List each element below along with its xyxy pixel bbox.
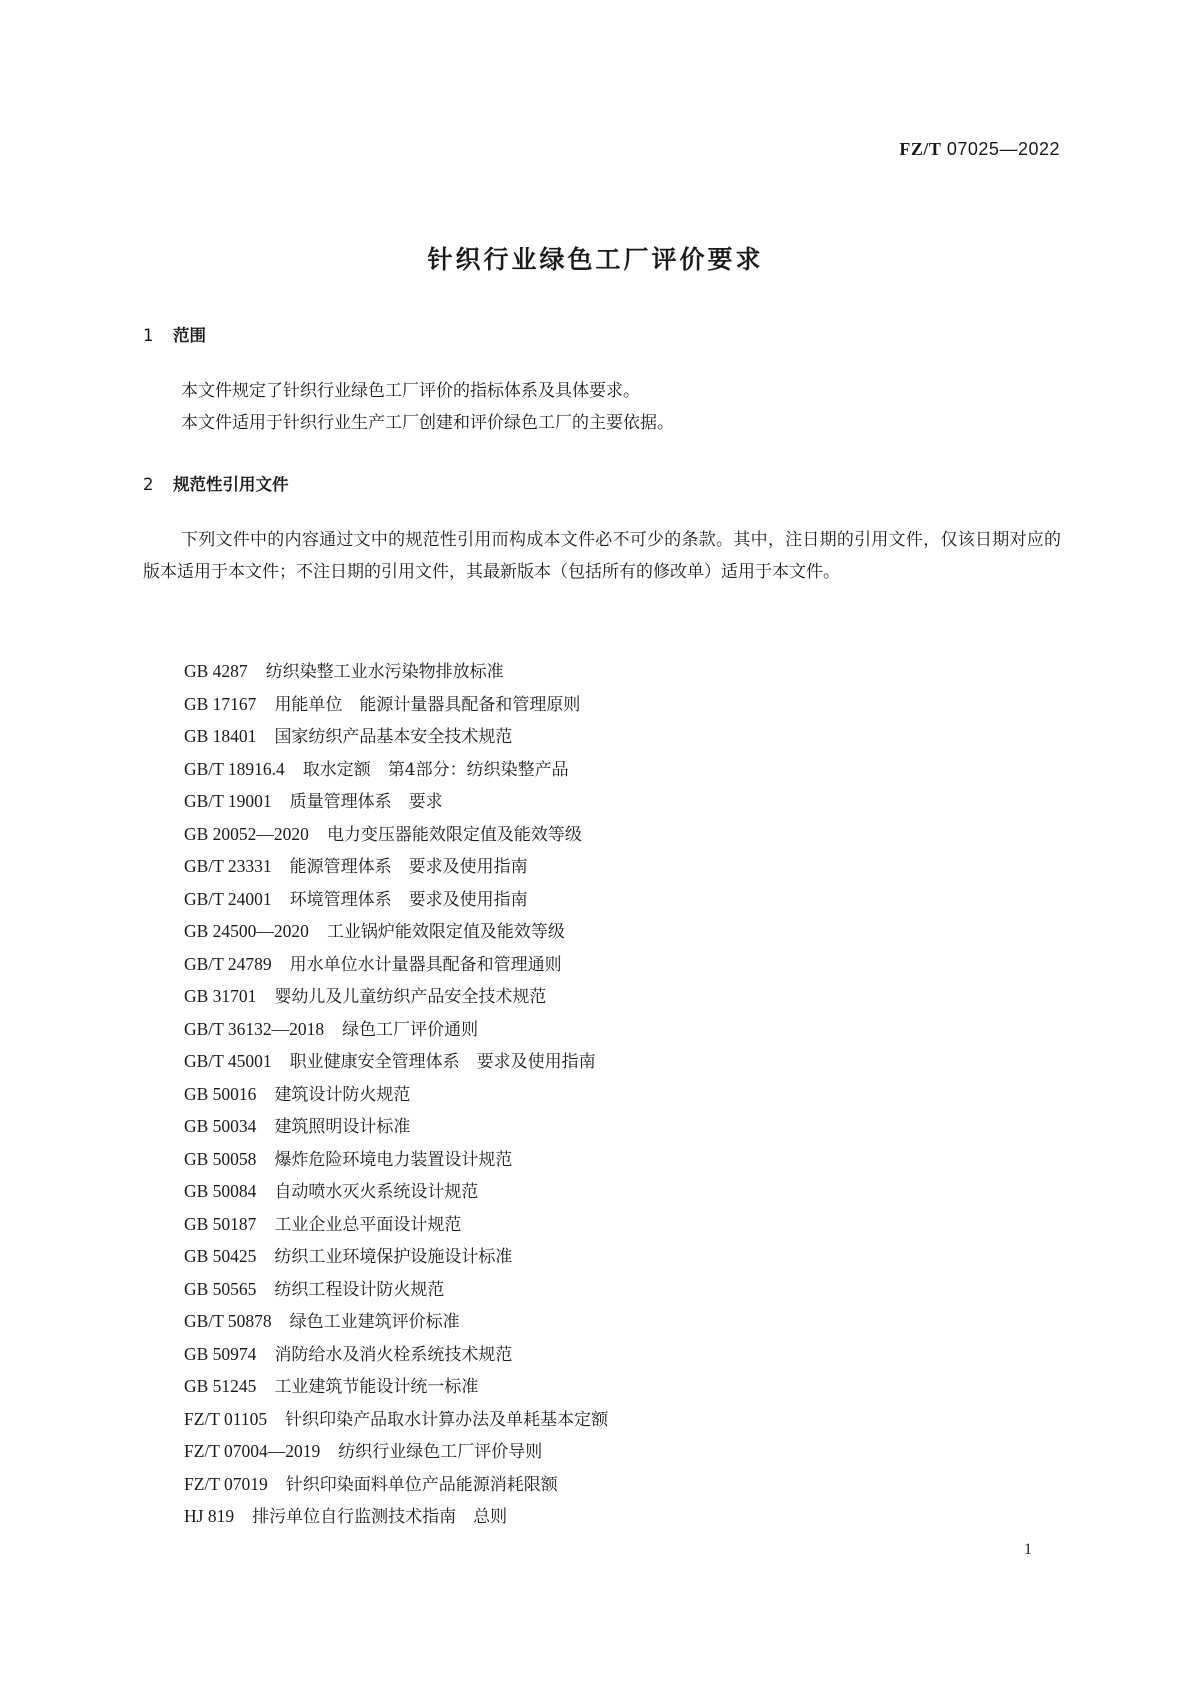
section-1-heading: [143, 322, 206, 346]
section-1-paragraph: 本文件适用于针织行业生产工厂创建和评价绿色工厂的主要依据。: [181, 413, 674, 433]
reference-title: 环境管理体系 要求及使用指南: [289, 889, 528, 910]
reference-code: GB 20052—2020: [184, 823, 309, 844]
section-1-title: 范围: [173, 326, 206, 345]
reference-code: GB/T 36132—2018: [184, 1018, 325, 1039]
reference-code: GB 50565: [184, 1278, 257, 1299]
reference-item: [184, 915, 608, 948]
reference-title: 用能单位 能源计量器具配备和管理原则: [274, 694, 581, 715]
standard-number: [899, 139, 1060, 160]
reference-title: 工业建筑节能设计统一标准: [274, 1377, 479, 1397]
reference-item: [184, 1175, 608, 1208]
reference-item: [184, 785, 608, 818]
reference-code: HJ 819: [184, 1506, 235, 1526]
reference-code: GB 24500—2020: [184, 921, 309, 941]
reference-item: [184, 1370, 608, 1403]
reference-item: [184, 1435, 608, 1468]
reference-title: 自动喷水灭火系统设计规范: [274, 1182, 479, 1202]
reference-code: GB/T 24789: [184, 953, 272, 974]
reference-code: FZ/T 07004—2019: [184, 1441, 321, 1461]
reference-code: GB/T 50878: [184, 1311, 272, 1331]
reference-item: [184, 655, 608, 688]
section-2-heading: [143, 471, 289, 495]
reference-title: 质量管理体系 要求: [289, 792, 443, 812]
reference-item: [184, 1208, 608, 1241]
section-2-intro: [143, 524, 1061, 588]
reference-item: [184, 720, 608, 753]
standard-year: 07025—2022: [946, 139, 1060, 159]
reference-title: 绿色工业建筑评价标准: [289, 1312, 460, 1332]
reference-code: GB 50058: [184, 1148, 257, 1169]
reference-title: 绿色工厂评价通则: [342, 1019, 479, 1040]
reference-item: [184, 1305, 608, 1338]
reference-item: [184, 1273, 608, 1306]
reference-code: GB 31701: [184, 986, 257, 1006]
reference-title: 建筑设计防火规范: [274, 1084, 411, 1105]
reference-title: 纺织工程设计防火规范: [274, 1279, 445, 1300]
reference-title: 能源管理体系 要求及使用指南: [289, 857, 528, 877]
reference-item: [184, 1045, 608, 1078]
reference-title: 职业健康安全管理体系 要求及使用指南: [289, 1052, 596, 1072]
reference-item: [184, 1403, 608, 1436]
reference-code: FZ/T 07019: [184, 1473, 268, 1494]
reference-code: GB/T 24001: [184, 888, 272, 909]
standard-code: FZ/T: [899, 139, 942, 159]
reference-title: 电力变压器能效限定值及能效等级: [326, 824, 582, 845]
reference-code: GB/T 45001: [184, 1051, 272, 1071]
reference-title: 针织印染产品取水计算办法及单耗基本定额: [285, 1409, 609, 1430]
reference-title: 婴幼儿及儿童纺织产品安全技术规范: [274, 987, 547, 1007]
section-1-paragraph: 本文件规定了针织行业绿色工厂评价的指标体系及具体要求。: [181, 381, 640, 401]
reference-title: 建筑照明设计标准: [274, 1117, 411, 1137]
reference-item: [184, 818, 608, 851]
reference-title: 国家纺织产品基本安全技术规范: [274, 727, 513, 747]
reference-code: FZ/T 01105: [184, 1408, 268, 1429]
reference-code: GB 50974: [184, 1343, 257, 1364]
reference-code: GB 51245: [184, 1376, 257, 1396]
reference-item: [184, 1240, 608, 1273]
reference-item: [184, 850, 608, 883]
reference-code: GB 50034: [184, 1116, 257, 1136]
reference-item: [184, 1013, 608, 1046]
reference-code: GB/T 23331: [184, 856, 272, 876]
reference-title: 消防给水及消火栓系统技术规范: [274, 1344, 513, 1365]
reference-code: GB 50084: [184, 1181, 257, 1201]
reference-code: GB/T 19001: [184, 791, 272, 811]
reference-item: [184, 980, 608, 1013]
reference-title: 工业企业总平面设计规范: [274, 1214, 462, 1235]
section-1-body: [143, 375, 1061, 439]
section-2-intro-text: 下列文件中的内容通过文中的规范性引用而构成本文件必不可少的条款。其中，注日期的引用文件，仅该日期对应的版本适用于本文件；不注日期的引用文件，其最新版本（包括所有的修改单）适用于本文件。: [143, 530, 1061, 582]
reference-code: GB/T 18916.4: [184, 758, 285, 779]
reference-title: 用水单位水计量器具配备和管理通则: [289, 954, 562, 975]
reference-title: 取水定额 第4部分：纺织染整产品: [302, 759, 569, 780]
reference-item: [184, 1143, 608, 1176]
section-2-number: 2: [143, 475, 154, 494]
reference-item: [184, 1338, 608, 1371]
reference-title: 爆炸危险环境电力装置设计规范: [274, 1149, 513, 1170]
document-title: 针织行业绿色工厂评价要求: [427, 245, 764, 274]
section-1-number: 1: [143, 326, 154, 345]
reference-item: [184, 1468, 608, 1501]
section-2-title: 规范性引用文件: [173, 475, 289, 494]
reference-code: GB 50016: [184, 1083, 257, 1104]
reference-item: [184, 753, 608, 786]
reference-code: GB 18401: [184, 726, 257, 746]
reference-code: GB 50187: [184, 1213, 257, 1234]
reference-item: [184, 948, 608, 981]
normative-references-list: [184, 655, 608, 1533]
reference-title: 纺织工业环境保护设施设计标准: [274, 1247, 513, 1267]
reference-code: GB 17167: [184, 693, 257, 714]
reference-item: [184, 1500, 608, 1533]
reference-title: 工业锅炉能效限定值及能效等级: [326, 922, 565, 942]
reference-title: 针织印染面料单位产品能源消耗限额: [285, 1474, 558, 1495]
reference-title: 排污单位自行监测技术指南 总则: [252, 1507, 508, 1527]
reference-item: [184, 883, 608, 916]
page-number: 1: [1024, 1541, 1032, 1558]
reference-title: 纺织染整工业水污染物排放标准: [265, 662, 504, 682]
reference-item: [184, 1078, 608, 1111]
reference-code: GB 50425: [184, 1246, 257, 1266]
reference-title: 纺织行业绿色工厂评价导则: [338, 1442, 543, 1462]
reference-item: [184, 1110, 608, 1143]
reference-code: GB 4287: [184, 661, 248, 681]
reference-item: [184, 688, 608, 721]
